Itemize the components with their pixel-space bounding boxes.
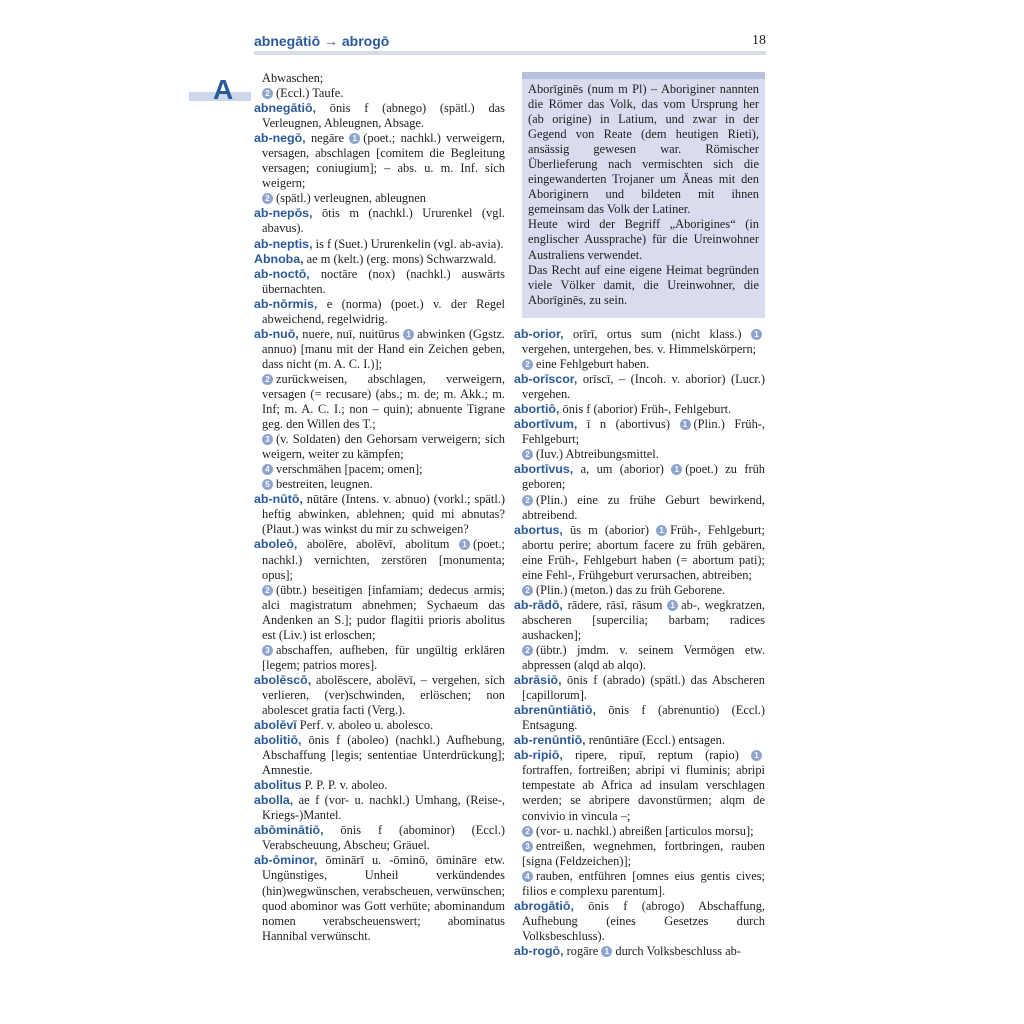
entry-headword: abrenūntiātiō, (514, 703, 596, 718)
dictionary-entry (514, 327, 765, 357)
entry-text: (übtr.) beseitigen [infamiam; dedecus armis; alci magistratum abnehmen; Sychaeum das Andenken an S.]; pudor flagitii prioris abolitus est (Liv.) ist erloschen; (262, 582, 505, 642)
sense-number: 1 (680, 419, 691, 430)
sense-number: 5 (262, 479, 273, 490)
entry-text: ae m (kelt.) (erg. mons) Schwarzwald. (303, 251, 497, 266)
entry-sense (254, 477, 505, 492)
entry-headword: ab-ōminor, (254, 853, 318, 868)
entry-headword: ab-neptis, (254, 236, 313, 251)
entry-headword: Abnoba, (254, 251, 304, 266)
entry-headword: ab-noctō, (254, 266, 310, 281)
entry-text: (vor- u. nachkl.) abreißen [articulos morsu]; (536, 823, 754, 838)
left-column (254, 71, 505, 944)
dictionary-entry (254, 237, 505, 252)
entry-text: durch Volksbeschluss ab- (615, 943, 741, 958)
entry-headword: abolitiō, (254, 733, 302, 748)
entry-sense (254, 432, 505, 462)
dictionary-entry (254, 778, 505, 793)
entry-text: bestreiten, leugnen. (276, 477, 373, 492)
sense-number: 2 (522, 826, 533, 837)
dictionary-entry (254, 131, 505, 191)
sense-number: 2 (262, 585, 273, 596)
sense-number: 3 (262, 645, 273, 656)
entry-text: (poet.; nachkl.) verweigern, versagen, abschlagen [comitem die Begleitung versagen; coniugium]; – abs. u. m. Inf. sich weigern; (262, 131, 505, 191)
entry-sense (254, 191, 505, 206)
entry-headword: ab-nūtō, (254, 492, 303, 507)
info-paragraph: Aborīginēs (num m Pl) – Aboriginer nannten die Römer das Volk, das vom Ursprung her (ab origine) in Latium, und zwar in der Gegend von Reate (dem heutigen Rieti), ansässig gewesen war. Römischer Überlieferung nach vermischten sich die eingewanderten Trojaner um Äneas mit den Aboriginern und bildeten mit ihnen gemeinsam das Volk der Latiner. (528, 82, 759, 217)
info-box-top-bar (522, 72, 765, 79)
header-guide-words: abnegātiō → abrogō (254, 33, 390, 49)
entry-text: abolēre, abolēvī, abolitum (297, 537, 459, 552)
header-rule (254, 51, 766, 55)
dictionary-entry (254, 733, 505, 778)
sense-number: 2 (522, 495, 533, 506)
entry-headword: aboleō, (254, 537, 298, 552)
entry-text: is f (Suet.) Ururenkelin (vgl. ab-avia). (312, 236, 504, 251)
sense-number: 1 (349, 133, 360, 144)
entry-text: Früh-, Fehlgeburt; abortu perire; abortum facere zu früh gebären, eine Früh-, Fehlgeburt haben (= abortum pati); eine Fehl-, Frühgeburt verursachen, abtreiben; (522, 522, 765, 582)
entry-text: (Eccl.) Taufe. (276, 86, 344, 101)
dictionary-entry (254, 101, 505, 131)
entry-text: (Plin.) (meton.) das zu früh Geborene. (536, 582, 726, 597)
entry-sense (514, 643, 765, 673)
entry-text: ōminārī u. -ōminō, ōmināre etw. Ungünstiges, Unheil verkündendes (hin)wegwünschen, verabscheuen, verwünschen; quod abominor was Gott verhüte; abominandum nomen verabscheuenswert; abominatus Hannibal verwünscht. (262, 853, 505, 943)
right-column (514, 327, 765, 959)
entry-text: noctāre (nox) (nachkl.) auswärts übernachten. (262, 266, 505, 296)
entry-headword: abrogātiō, (514, 898, 574, 913)
sense-number: 1 (403, 329, 414, 340)
entry-text: zurückweisen, abschlagen, verweigern, versagen (= recusare) (abs.; m. de; m. Akk.; m. Inf; m. A. C. I.; non – quin); abnuente Tigrane geg. den Willen des T.; (262, 371, 505, 432)
entry-text: nūtāre (Intens. v. abnuo) (vorkl.; spätl.) heftig abwinken, ablehnen; quid mi abnutas? (Plaut.) was winkst du mir zu schweigen? (262, 492, 505, 537)
sense-number: 1 (751, 750, 762, 761)
sense-number: 2 (522, 585, 533, 596)
entry-sense (514, 357, 765, 372)
dictionary-entry (514, 673, 765, 703)
entry-headword: abnegātiō, (254, 101, 316, 116)
entry-text: ae f (vor- u. nachkl.) Umhang, (Reise-, Kriegs-)Mantel. (262, 793, 505, 823)
entry-headword: ab-nuō, (254, 326, 299, 341)
entry-text: ōnis f (abnego) (spätl.) das Verleugnen, Ableugnen, Absage. (262, 101, 505, 131)
entry-sense (254, 462, 505, 477)
entry-sense (254, 643, 505, 673)
dictionary-entry (514, 733, 765, 748)
sense-number: 2 (522, 359, 533, 370)
dictionary-entry (254, 206, 505, 236)
entry-text: (Plin.) eine zu frühe Geburt bewirkend, abtreibend. (522, 492, 765, 522)
sense-number: 1 (656, 525, 667, 536)
dictionary-entry (254, 252, 505, 267)
sense-number: 2 (262, 88, 273, 99)
entry-text: verschmähen [pacem; omen]; (276, 462, 423, 477)
sense-number: 1 (667, 600, 678, 611)
dictionary-entry (514, 417, 765, 447)
entry-headword: ab-renūntiō, (514, 733, 586, 748)
entry-text: vergehen, untergehen, bes. v. Himmelskörpern; (522, 342, 757, 357)
entry-text: (v. Soldaten) den Gehorsam verweigern; sich weigern, weiter zu kämpfen; (262, 432, 505, 462)
entry-headword: abolēscō, (254, 672, 312, 687)
entry-text: fortraffen, fortreißen; abripi vi fluminis; abripi tempestate ab Africa ad insulam verschlagen werden; se abripere davonstürmen; alqm de convivio in vincula –; (522, 763, 765, 823)
sense-number: 1 (751, 329, 762, 340)
letter-tab: A (213, 74, 234, 105)
entry-headword: ab-rogō, (514, 943, 564, 958)
entry-text: renūntiāre (Eccl.) entsagen. (585, 733, 725, 748)
entry-headword: ab-nepōs, (254, 206, 313, 221)
entry-text: a, um (aborior) (573, 462, 672, 477)
entry-text: ōnis f (aborior) Früh-, Fehlgeburt. (559, 402, 732, 417)
sense-number: 2 (522, 449, 533, 460)
sense-number: 1 (601, 946, 612, 957)
entry-text: ōnis f (abrado) (spätl.) das Abscheren [capillorum]. (522, 673, 765, 703)
entry-text: (übtr.) jmdm. v. seinem Vermögen etw. abpressen (alqd ab alqo). (522, 642, 765, 673)
info-box (522, 72, 765, 318)
info-paragraph: Heute wird der Begriff „Aborigines“ (in englischer Aussprache) für die Ureinwohner Australiens verwendet. (528, 217, 759, 262)
entry-text: ī n (abortivus) (577, 417, 680, 432)
dictionary-entry (254, 793, 505, 823)
dictionary-entry (514, 703, 765, 733)
entry-text: (poet.) zu früh geboren; (522, 462, 766, 492)
entry-headword: abolitus (254, 778, 302, 793)
entry-headword: abortus, (514, 522, 563, 537)
entry-sense (254, 583, 505, 643)
sense-number: 1 (671, 464, 682, 475)
entry-headword: ab-orīscor, (514, 372, 578, 387)
sense-number: 4 (262, 464, 273, 475)
entry-headword: abolēvī (254, 718, 297, 733)
dictionary-entry (514, 402, 765, 417)
entry-text: rauben, entführen [omnes eius gentis cives; filios e complexu parentum]. (522, 868, 765, 898)
sense-number: 3 (262, 434, 273, 445)
entry-headword: ab-ripiō, (514, 748, 563, 763)
sense-number: 2 (262, 374, 273, 385)
dictionary-entry (254, 537, 505, 582)
info-paragraph: Das Recht auf eine eigene Heimat begründen viele Völker damit, die Ureinwohner, die Aborīginēs, zu sein. (528, 262, 759, 307)
entry-headword: ab-nōrmis, (254, 296, 318, 311)
sense-number: 4 (522, 871, 533, 882)
dictionary-entry (254, 823, 505, 853)
entry-sense (254, 86, 505, 101)
entry-text: rogāre (563, 943, 602, 958)
entry-text: ōnis f (abominor) (Eccl.) Verabscheuung, Abscheu; Gräuel. (262, 823, 505, 853)
dictionary-entry (254, 492, 505, 537)
sense-number: 2 (262, 193, 273, 204)
entry-text: abwinken (Ggstz. annuo) [manu mit der Hand ein Zeichen geben, dass nicht (m. A. C. I.)]; (262, 326, 505, 371)
entry-text: Abwaschen; (262, 71, 324, 85)
dictionary-entry (254, 297, 505, 327)
entry-text: (Iuv.) Abtreibungsmittel. (536, 447, 659, 462)
entry-sense (514, 824, 765, 839)
dictionary-entry (514, 598, 765, 643)
entry-sense (514, 583, 765, 598)
entry-headword: ab-rādō, (514, 597, 563, 612)
dictionary-entry (514, 899, 765, 944)
entry-text: e (norma) (poet.) v. der Regel abweichend, regelwidrig. (262, 296, 505, 326)
dictionary-entry (254, 327, 505, 372)
sense-number: 2 (522, 645, 533, 656)
entry-text: abolēscere, abolēvī, – vergehen, sich verlieren, (ver)schwinden, erlöschen; non abolescet gratia facti (Verg.). (262, 672, 505, 717)
entry-headword: abolla, (254, 793, 294, 808)
page-number: 18 (752, 33, 766, 48)
dictionary-entry (254, 853, 505, 943)
dictionary-entry (254, 267, 505, 297)
entry-text: abschaffen, aufheben, für ungültig erklären [legem; patrios mores]. (262, 642, 505, 672)
entry-text: (spätl.) verleugnen, ableugnen (276, 191, 427, 206)
entry-headword: abōminātiō, (254, 823, 324, 838)
entry-text: negāre (305, 131, 350, 146)
dictionary-entry (514, 748, 765, 823)
entry-text: ūs m (aborior) (562, 522, 657, 537)
entry-text: Perf. v. aboleo u. abolesco. (296, 718, 434, 733)
entry-text: nuere, nuī, nuitūrus (298, 326, 404, 341)
entry-text: orīrī, ortus sum (nicht klass.) (563, 327, 751, 341)
sense-number: 1 (459, 539, 470, 550)
dictionary-entry (514, 944, 765, 959)
entry-sense (514, 493, 765, 523)
entry-sense (514, 447, 765, 462)
entry-text: ōnis f (abrogo) Abschaffung, Aufhebung (eines Gesetzes durch Volksbeschluss). (522, 898, 765, 943)
entry-text: ōnis f (abrenuntio) (Eccl.) Entsagung. (522, 703, 765, 733)
entry-text: ōtis m (nachkl.) Ururenkel (vgl. abavus). (262, 206, 505, 236)
entry-headword: abortīvus, (514, 462, 574, 477)
dictionary-entry (254, 718, 505, 733)
entry-headword: abortiō, (514, 402, 560, 417)
entry-text: rādere, rāsī, rāsum (562, 597, 668, 612)
entry-text: (Plin.) Früh-, Fehlgeburt; (522, 417, 765, 447)
entry-sense (514, 869, 765, 899)
dictionary-entry (514, 523, 765, 583)
entry-text: P. P. P. v. aboleo. (301, 778, 388, 793)
dictionary-entry (514, 462, 765, 492)
entry-headword: ab-orior, (514, 327, 564, 341)
entry-headword: ab-negō, (254, 131, 306, 146)
entry-text: ab-, wegkratzen, abscheren [supercilia; barbam; radices aushacken]; (522, 597, 765, 642)
entry-sense (254, 372, 505, 432)
entry-sense (254, 71, 505, 86)
entry-text: entreißen, wegnehmen, fortbringen, rauben [signa (Feldzeichen)]; (522, 838, 765, 868)
entry-sense (514, 839, 765, 869)
entry-text: eine Fehlgeburt haben. (536, 357, 650, 372)
entry-text: ōnis f (aboleo) (nachkl.) Aufhebung, Abschaffung [legis; sententiae Unterdrückung]; Amnestie. (262, 733, 505, 778)
entry-text: orīscī, – (Incoh. v. aborior) (Lucr.) vergehen. (522, 372, 765, 402)
entry-text: ripere, ripuī, reptum (rapio) (562, 748, 751, 763)
entry-text: (poet.; nachkl.) vernichten, zerstören [monumenta; opus]; (262, 537, 505, 582)
running-header (254, 31, 766, 53)
info-box-text (528, 82, 759, 308)
entry-headword: abrāsiō, (514, 673, 562, 688)
dictionary-entry (254, 673, 505, 718)
entry-headword: abortīvum, (514, 417, 578, 432)
dictionary-entry (514, 372, 765, 402)
sense-number: 3 (522, 841, 533, 852)
